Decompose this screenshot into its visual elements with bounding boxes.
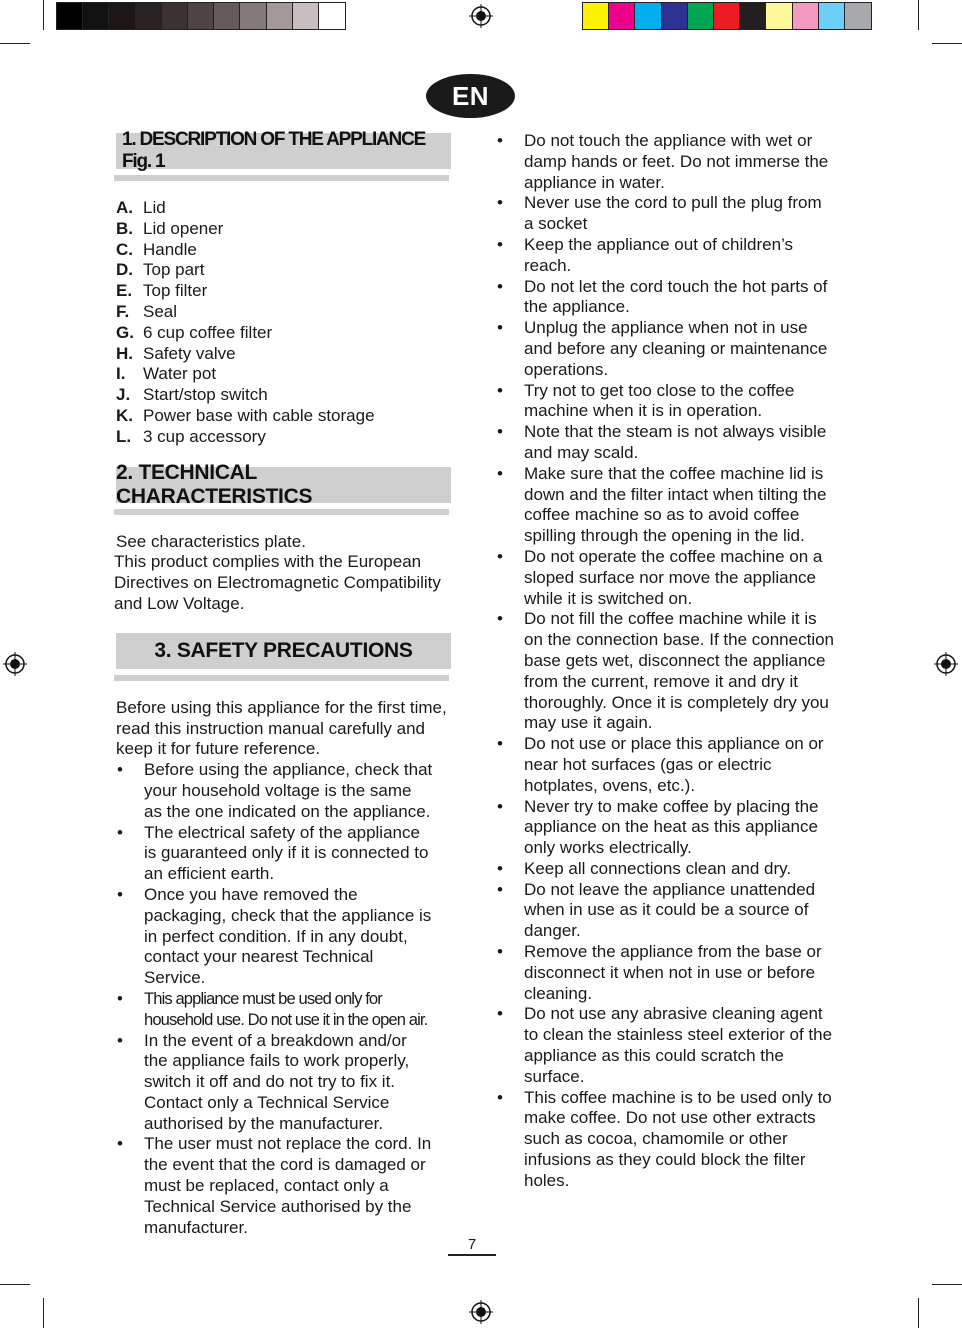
list-item: • Keep the appliance out of children’s reach. — [494, 235, 834, 277]
crop-mark — [932, 43, 962, 44]
crop-mark — [932, 1284, 962, 1285]
list-item: E. Top filter — [116, 281, 208, 301]
list-item: • Before using the appliance, check that your household voltage is the same as the one indicated on the appliance. — [114, 760, 434, 822]
color-swatch — [819, 3, 845, 29]
list-item: L. 3 cup accessory — [116, 426, 266, 446]
registration-mark-icon — [934, 652, 958, 676]
color-swatch — [583, 3, 609, 29]
parts-list — [116, 198, 454, 448]
color-calibration-bar — [582, 2, 872, 30]
registration-mark-icon — [3, 652, 27, 676]
section-divider — [114, 509, 449, 515]
list-item: H. Safety valve — [116, 343, 236, 363]
list-item: • Do not leave the appliance unattended when in use as it could be a source of danger. — [494, 880, 834, 942]
list-item: • Keep all connections clean and dry. — [494, 859, 834, 880]
color-swatch — [635, 3, 661, 29]
list-item: D. Top part — [116, 260, 205, 280]
safety-list-right — [494, 131, 834, 1192]
list-item: • Make sure that the coffee machine lid is down and the filter intact when tilting the coffee machine so as to avoid coffee spilling through the opening in the lid. — [494, 464, 834, 547]
left-column — [114, 129, 454, 1238]
list-item: • Do not use or place this appliance on or near hot surfaces (gas or electric hotplates, ovens, etc.). — [494, 734, 834, 796]
registration-mark-icon — [469, 4, 493, 28]
section-3-heading: 3. SAFETY PRECAUTIONS — [116, 633, 451, 669]
list-item: • In the event of a breakdown and/or the appliance fails to work properly, switch it off and do not try to fix it. Contact only a Technical Service authorised by the manufacturer. — [114, 1031, 434, 1135]
gray-swatch — [188, 3, 214, 29]
gray-swatch — [214, 3, 240, 29]
list-item: • Never use the cord to pull the plug from a socket — [494, 193, 834, 235]
page-number: 7 — [448, 1236, 496, 1256]
list-item: • The electrical safety of the appliance is guaranteed only if it is connected to an efficient earth. — [114, 823, 434, 885]
crop-mark — [43, 1298, 44, 1328]
safety-list-left — [114, 760, 434, 1238]
list-item: • Note that the steam is not always visible and may scald. — [494, 422, 834, 464]
gray-swatch — [319, 3, 345, 29]
crop-mark — [918, 0, 919, 30]
list-item: • Never try to make coffee by placing the appliance on the heat as this appliance only works electrically. — [494, 797, 834, 859]
gray-swatch — [162, 3, 188, 29]
color-swatch — [766, 3, 792, 29]
section-divider — [114, 175, 449, 181]
list-item: • Do not operate the coffee machine on a sloped surface nor move the appliance while it is switched on. — [494, 547, 834, 609]
color-swatch — [714, 3, 740, 29]
crop-mark — [43, 0, 44, 30]
gray-calibration-bar — [56, 2, 346, 30]
list-item: • This coffee machine is to be used only to make coffee. Do not use other extracts such as cocoa, chamomile or other infusions as they could block the filter holes. — [494, 1088, 834, 1192]
crop-mark — [0, 1284, 30, 1285]
list-item: F. Seal — [116, 301, 178, 321]
list-item: • Try not to get too close to the coffee machine when it is in operation. — [494, 381, 834, 423]
color-swatch — [609, 3, 635, 29]
list-item: • Do not let the cord touch the hot parts of the appliance. — [494, 277, 834, 319]
crop-mark — [918, 1298, 919, 1328]
section-divider — [114, 675, 449, 681]
characteristics-note: See characteristics plate. — [116, 531, 306, 551]
color-swatch — [662, 3, 688, 29]
list-item: • Do not fill the coffee machine while it is on the connection base. If the connection base gets wet, disconnect the appliance from the current, remove it and dry it thoroughly. Once it is completely dry you may use it again. — [494, 609, 834, 734]
gray-swatch — [240, 3, 266, 29]
color-swatch — [845, 3, 871, 29]
language-badge: EN — [426, 74, 515, 118]
list-item: • Remove the appliance from the base or disconnect it when not in use or before cleaning. — [494, 942, 834, 1004]
color-swatch — [740, 3, 766, 29]
safety-intro: Before using this appliance for the first time, read this instruction manual carefully and keep it for future reference. — [116, 697, 447, 759]
color-swatch — [688, 3, 714, 29]
list-item: B. Lid opener — [116, 218, 224, 238]
gray-swatch — [293, 3, 319, 29]
list-item: I. Water pot — [116, 364, 217, 384]
list-item: • Once you have removed the packaging, check that the appliance is in perfect condition. If in any doubt, contact your nearest Technical Service. — [114, 885, 434, 989]
section-2-heading: 2. TECHNICAL CHARACTERISTICS — [116, 467, 451, 503]
list-item: • Do not use any abrasive cleaning agent to clean the stainless steel exterior of the appliance as this could scratch the surface. — [494, 1004, 834, 1087]
section-1-heading: 1. DESCRIPTION OF THE APPLIANCE Fig. 1 — [116, 133, 451, 169]
gray-swatch — [109, 3, 135, 29]
gray-swatch — [267, 3, 293, 29]
registration-mark-icon — [469, 1300, 493, 1324]
right-column — [494, 131, 834, 1192]
list-item: • Unplug the appliance when not in use and before any cleaning or maintenance operations. — [494, 318, 834, 380]
list-item: G. 6 cup coffee filter — [116, 322, 273, 342]
list-item: K. Power base with cable storage — [116, 405, 375, 425]
gray-swatch — [57, 3, 83, 29]
list-item: • Do not touch the appliance with wet or damp hands or feet. Do not immerse the appliance in water. — [494, 131, 834, 193]
list-item: C. Handle — [116, 239, 197, 259]
crop-mark — [0, 43, 30, 44]
list-item: J. Start/stop switch — [116, 385, 268, 405]
list-item: • This appliance must be used only for household use. Do not use it in the open air. — [114, 989, 434, 1031]
color-swatch — [793, 3, 819, 29]
list-item: A. Lid — [116, 198, 166, 217]
compliance-statement: This product complies with the European Directives on Electromagnetic Compatibility and Low Voltage. — [114, 552, 441, 613]
list-item: • The user must not replace the cord. In the event that the cord is damaged or must be replaced, contact only a Technical Service authorised by the manufacturer. — [114, 1134, 434, 1238]
gray-swatch — [136, 3, 162, 29]
gray-swatch — [83, 3, 109, 29]
